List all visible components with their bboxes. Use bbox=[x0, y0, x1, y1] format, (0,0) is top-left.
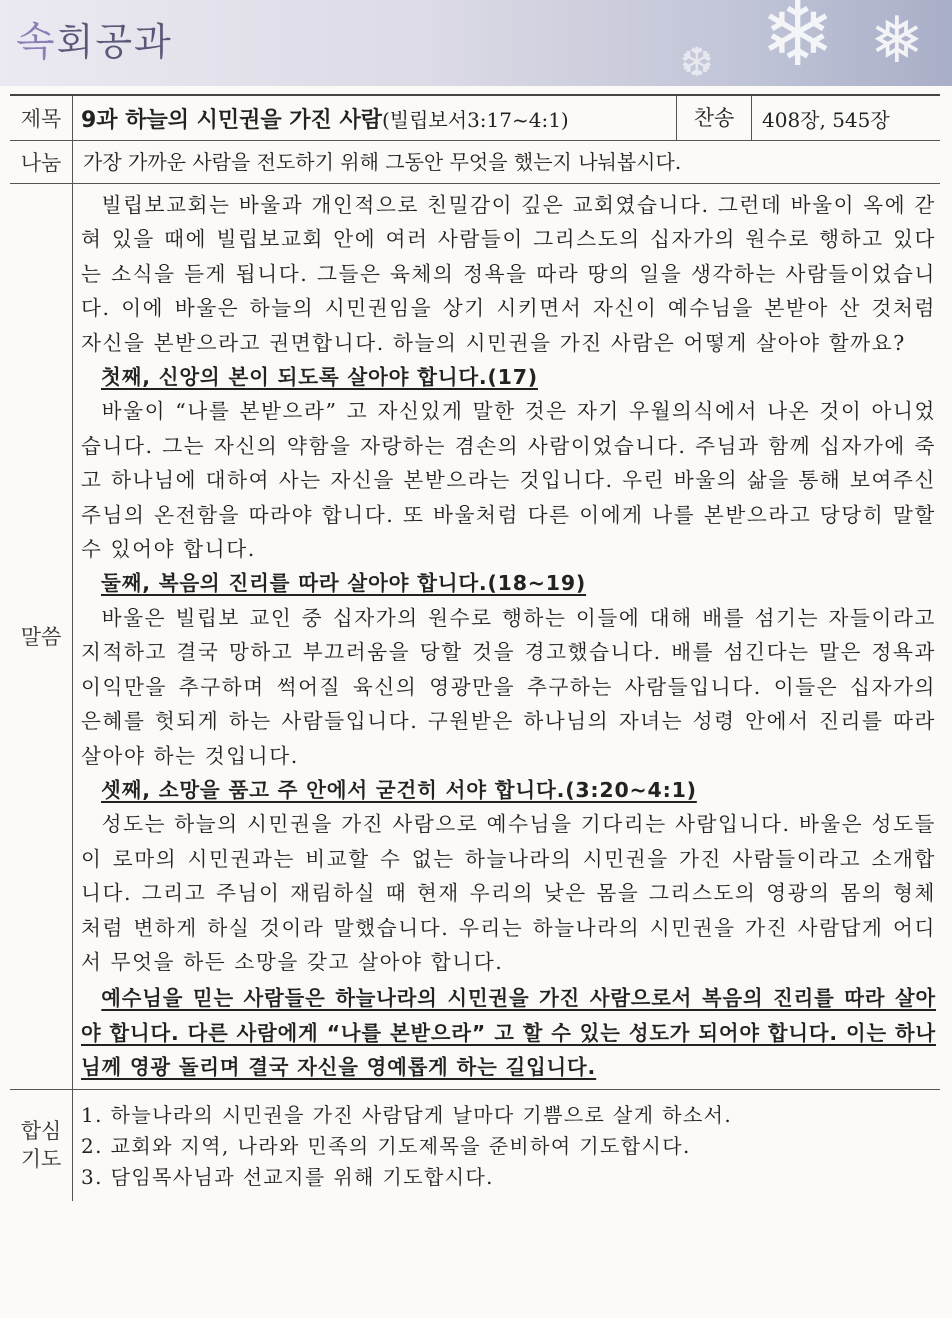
point-paragraph: 바울은 빌립보 교인 중 십자가의 원수로 행하는 이들에 대해 배를 섬기는 자들이라고 지적하고 결국 망하고 부끄러움을 당할 것을 경고했습니다. 배를 섬긴다는 말은 정욕과 이익만을 추구하며 썩어질 육신의 영광만을 추구하는 사람들입니다. 이들은 십자가의 은혜를 헛되게 하는 사람들입니다. 구원받은 하나님의 자녀는 성령 안에서 진리를 따라 살아야 하는 것입니다. bbox=[81, 605, 936, 768]
prayer-list bbox=[73, 1090, 940, 1201]
prayer-item: 2. 교회와 지역, 나라와 민족의 기도제목을 준비하여 기도합시다. bbox=[81, 1133, 691, 1158]
word-body bbox=[73, 184, 940, 1089]
conclusion-paragraph: 예수님을 믿는 사람들은 하늘나라의 시민권을 가진 사람으로서 복음의 진리를 따라 살아야 합니다. 다른 사람에게 “나를 본받으라” 고 할 수 있는 성도가 되어야 합니다. 이는 하나님께 영광 돌리며 결국 자신을 영예롭게 하는 길입니다. bbox=[81, 986, 936, 1080]
title-row bbox=[10, 95, 940, 141]
scripture-reference: (빌립보서3:17~4:1) bbox=[381, 107, 569, 132]
prayer-label: 합심 기도 bbox=[10, 1089, 73, 1201]
point-heading: 둘째, 복음의 진리를 따라 살아야 합니다.(18~19) bbox=[101, 571, 587, 596]
lesson-title: 9과 하늘의 시민권을 가진 사람(빌립보서3:17~4:1) bbox=[81, 107, 569, 133]
share-row bbox=[10, 141, 940, 184]
prayer-item: 3. 담임목사님과 선교지를 위해 기도합시다. bbox=[81, 1164, 494, 1189]
point-paragraph: 바울이 “나를 본받으라” 고 자신있게 말한 것은 자기 우월의식에서 나온 것이 아니었습니다. 그는 자신의 약함을 자랑하는 겸손의 사람이었습니다. 주님과 함께 십자가에 죽고 하나님에 대하여 사는 자신을 본받으라는 것입니다. 우린 바울의 삶을 통해 보여주신 주님의 온전함을 따라야 합니다. 또 바울처럼 다른 이에게 나를 본받으라고 당당히 말할 수 있어야 합니다. bbox=[81, 399, 936, 562]
snowflake-icon: ❆ bbox=[680, 40, 714, 86]
word-row bbox=[10, 184, 940, 1090]
title-label: 제목 bbox=[10, 95, 73, 141]
snowflake-icon: ❅ bbox=[870, 4, 924, 78]
hymn-numbers: 408장, 545장 bbox=[762, 107, 890, 132]
intro-paragraph: 빌립보교회는 바울과 개인적으로 친밀감이 깊은 교회였습니다. 그런데 바울이 옥에 갇혀 있을 때에 빌립보교회 안에 여러 사람들이 그리스도의 십자가의 원수로 행하고 있다는 소식을 듣게 됩니다. 그들은 육체의 정욕을 따라 땅의 일을 생각하는 사람들이었습니다. 이에 바울은 하늘의 시민권임을 상기 시키면서 자신이 예수님을 본받아 산 것처럼 자신을 본받으라고 권면합니다. 하늘의 시민권을 가진 사람은 어떻게 살아야 할까요? bbox=[81, 193, 936, 355]
prayer-row bbox=[10, 1089, 940, 1201]
logo: 속회공과 bbox=[16, 19, 173, 65]
point-heading: 첫째, 신앙의 본이 되도록 살아야 합니다.(17) bbox=[101, 365, 538, 390]
hymn-label: 찬송 bbox=[676, 96, 752, 140]
point-paragraph: 성도는 하늘의 시민권을 가진 사람으로 예수님을 기다리는 사람입니다. 바울은 성도들이 로마의 시민권과는 비교할 수 없는 하늘나라의 시민권을 가진 사람들이라고 소개합니다. 그리고 주님이 재림하실 때 현재 우리의 낮은 몸을 그리스도의 영광의 몸의 형체처럼 변하게 하실 것이라 말했습니다. 우리는 하늘나라의 시민권을 가진 사람답게 어디서 무엇을 하든 소망을 갖고 살아야 합니다. bbox=[81, 812, 936, 974]
share-label: 나눔 bbox=[10, 141, 73, 184]
share-text: 가장 가까운 사람을 전도하기 위해 그동안 무엇을 했는지 나눠봅시다. bbox=[83, 150, 682, 174]
prayer-item: 1. 하늘나라의 시민권을 가진 사람답게 날마다 기쁨으로 살게 하소서. bbox=[81, 1102, 733, 1127]
header-banner bbox=[0, 0, 952, 86]
lesson-table bbox=[10, 94, 940, 1201]
snowflake-icon: ❄ bbox=[760, 0, 836, 86]
point-heading: 셋째, 소망을 품고 주 안에서 굳건히 서야 합니다.(3:20~4:1) bbox=[101, 777, 697, 802]
word-label: 말씀 bbox=[10, 184, 73, 1090]
